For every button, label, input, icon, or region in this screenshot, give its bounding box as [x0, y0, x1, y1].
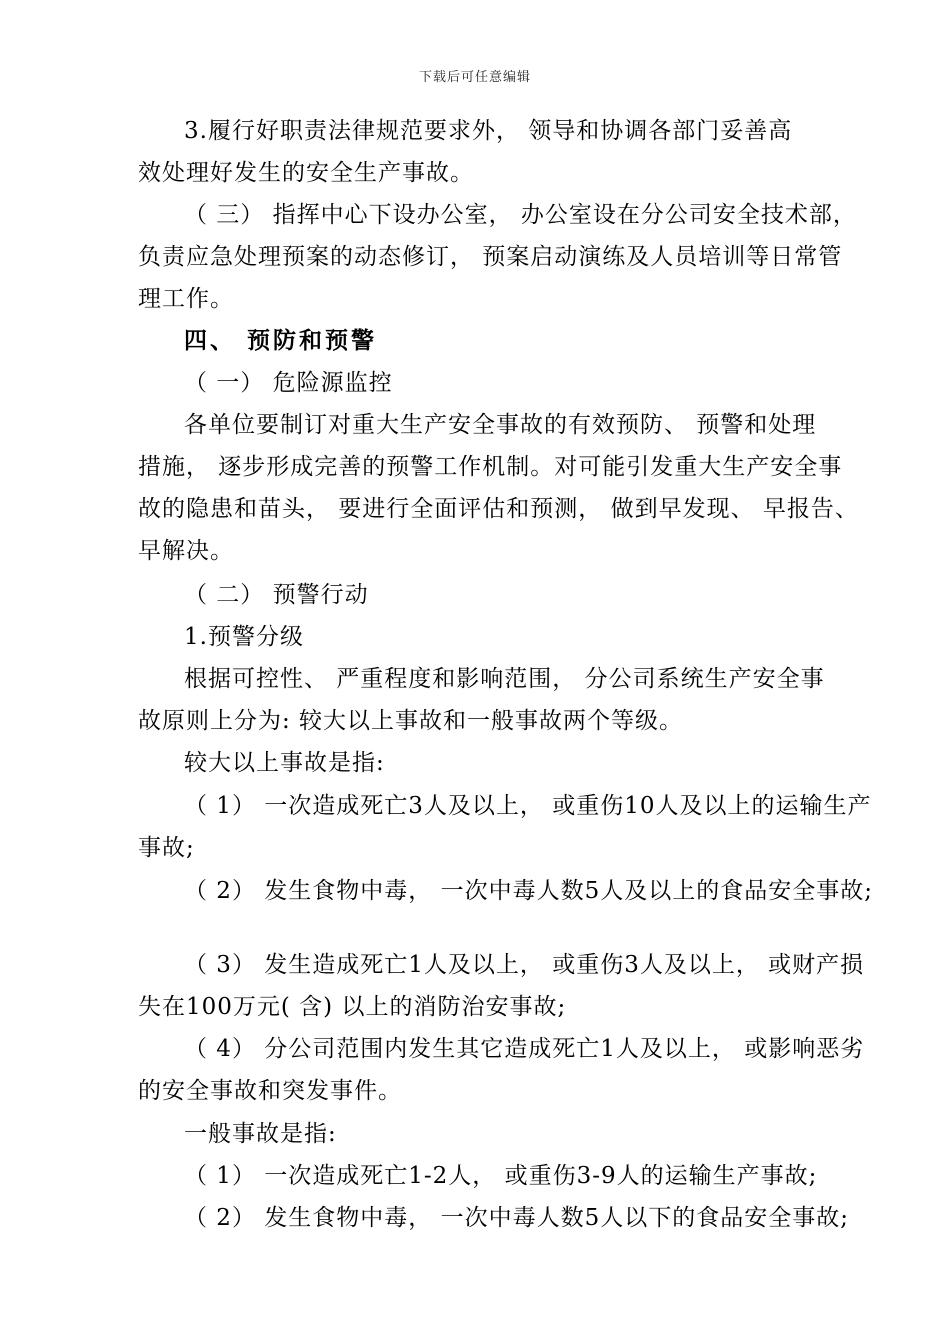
text-line: （ 4） 分公司范围内发生其它造成死亡1人及以上， 或影响恶劣: [184, 1036, 865, 1062]
text-line: （ 一） 危险源监控: [184, 370, 393, 396]
list-item-major-1: [138, 785, 872, 869]
section-heading: [138, 320, 828, 362]
text-line: （ 1） 一次造成死亡1-2人， 或重伤3-9人的运输生产事故;: [184, 1163, 818, 1189]
text-line: 根据可控性、 严重程度和影响范围， 分公司系统生产安全事: [184, 666, 825, 692]
paragraph-classification: [138, 658, 828, 742]
text-line: （ 二） 预警行动: [184, 582, 369, 608]
subheading-warning-levels: [138, 616, 828, 658]
text-line: （ 2） 发生食物中毒， 一次中毒人数5人及以上的食品安全事故;: [184, 878, 873, 904]
text-line: 效处理好发生的安全生产事故。: [138, 160, 474, 186]
subheading-warning-action: [138, 574, 828, 616]
text-line: （ 3） 发生造成死亡1人及以上， 或重伤3人及以上， 或财产损: [184, 952, 865, 978]
text-line: 失在100万元( 含) 以上的消防治安事故;: [138, 994, 567, 1020]
text-line: 理工作。: [138, 286, 234, 312]
text-line: 故原则上分为: 较大以上事故和一般事故两个等级。: [138, 708, 684, 734]
heading-prevention: 四、 预防和预警: [184, 328, 378, 354]
text-line: 的安全事故和突发事件。: [138, 1078, 402, 1104]
text-line: 措施， 逐步形成完善的预警工作机制。对可能引发重大生产安全事: [138, 454, 843, 480]
text-line: 较大以上事故是指:: [184, 750, 385, 776]
list-item-major-2: [138, 870, 873, 912]
text-line: 各单位要制订对重大生产安全事故的有效预防、 预警和处理: [184, 412, 817, 438]
text-line: （ 1） 一次造成死亡3人及以上， 或重伤10人及以上的运输生产: [184, 793, 872, 819]
text-line: 3.履行好职责法律规范要求外， 领导和协调各部门妥善高: [184, 118, 793, 144]
paragraph-office: [138, 194, 857, 320]
label-major-accidents: [138, 742, 828, 784]
text-line: 负责应急处理预案的动态修订， 预案启动演练及人员培训等日常管: [138, 244, 843, 270]
page-header: 下载后可任意编辑: [418, 70, 531, 85]
list-item-general-1: [138, 1155, 828, 1197]
list-item-major-4: [138, 1028, 865, 1112]
text-line: 一般事故是指:: [184, 1121, 337, 1147]
label-general-accidents: [138, 1113, 828, 1155]
list-item-major-3: [138, 944, 865, 1028]
paragraph-measures: [138, 404, 859, 572]
text-line: 1.预警分级: [184, 624, 304, 650]
text-line: （ 三） 指挥中心下设办公室， 办公室设在分公司安全技术部，: [184, 202, 857, 228]
list-item-general-2: [138, 1197, 849, 1239]
subheading-hazard: [138, 362, 828, 404]
text-line: 事故;: [138, 835, 195, 861]
text-line: 故的隐患和苗头， 要进行全面评估和预测， 做到早发现、 早报告、: [138, 496, 859, 522]
text-line: 早解决。: [138, 538, 234, 564]
text-line: （ 2） 发生食物中毒， 一次中毒人数5人以下的食品安全事故;: [184, 1205, 849, 1231]
paragraph-duties: [138, 110, 828, 194]
